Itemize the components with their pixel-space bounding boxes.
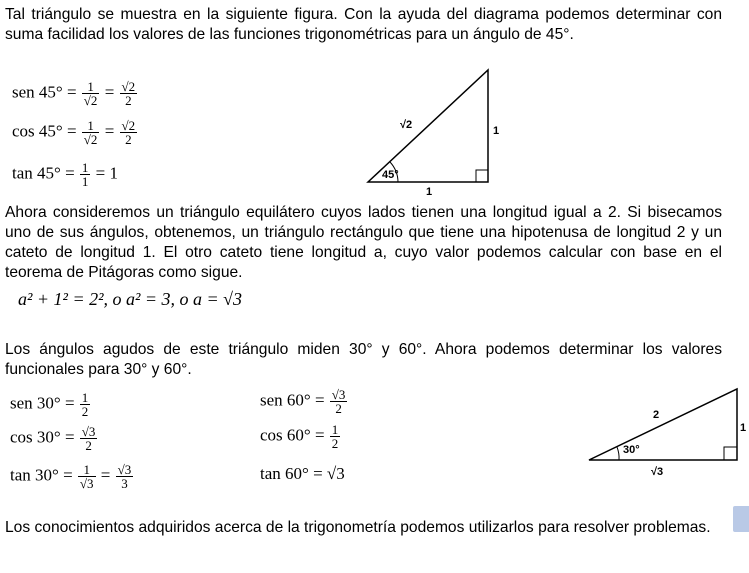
- hypotenuse-label: √2: [400, 119, 413, 131]
- fraction-denominator: 2: [331, 436, 339, 451]
- equals-sign: =: [100, 465, 111, 485]
- sen30-fraction: [80, 391, 91, 418]
- fraction-denominator: 2: [335, 401, 342, 416]
- cos45-lhs: cos 45° =: [12, 121, 77, 141]
- fraction-numerator: √3: [81, 424, 96, 439]
- angle-label: 30°: [623, 444, 640, 456]
- angle-label: 45°: [382, 169, 399, 181]
- cos45-equation: [12, 119, 138, 146]
- conclusion-paragraph: Los conocimientos adquiridos acerca de la trigonometría podemos utilizarlos para resolver problemas.: [5, 519, 711, 536]
- fraction-denominator: 2: [85, 438, 92, 453]
- tan60-equation: [260, 464, 345, 484]
- fraction-numerator: √3: [117, 462, 132, 477]
- tan30-fraction-1: [78, 463, 96, 490]
- right-angle-marker: [476, 170, 488, 182]
- cos60-fraction: [330, 423, 341, 450]
- triangle-45-figure: [360, 62, 510, 200]
- equals-sign: =: [104, 82, 115, 102]
- cos30-equation: [10, 425, 98, 452]
- sen60-equation: [260, 388, 348, 415]
- cos60-lhs: cos 60° =: [260, 425, 325, 445]
- fraction-numerator: 1: [82, 80, 100, 94]
- tan30-lhs: tan 30° =: [10, 465, 73, 485]
- fraction-denominator: 2: [81, 404, 89, 419]
- sen45-equation: [12, 80, 138, 107]
- cos45-fraction-2: [120, 119, 138, 146]
- fraction-denominator: √2: [83, 132, 98, 147]
- fraction-numerator: 1: [78, 463, 96, 477]
- sen30-lhs: sen 30° =: [10, 393, 75, 413]
- tan45-lhs: tan 45° =: [12, 163, 75, 183]
- side-label: 1: [493, 125, 500, 137]
- tan45-result: = 1: [95, 163, 118, 183]
- pythagoras-equation: a² + 1² = 2², o a² = 3, o a = √3: [18, 289, 243, 309]
- fraction-numerator: 1: [81, 390, 89, 405]
- intro-paragraph: Tal triángulo se muestra en la siguiente figura. Con la ayuda del diagrama podemos determinar con suma facilidad los valores de las funciones trigonométricas para un ángulo de 45°.: [5, 6, 722, 43]
- equilateral-paragraph: Ahora consideremos un triángulo equilátero cuyos lados tienen una longitud igual a 2. Si bisecamos uno de sus ángulos, obtenemos, un triángulo rectángulo que tiene una hipotenusa de longitud 2 y un cateto de longitud 1. El otro cateto tiene longitud a, cuyo valor podemos calcular con base en el teorema de Pitágoras como sigue.: [5, 204, 722, 281]
- fraction-numerator: √2: [121, 79, 136, 94]
- fraction-numerator: √2: [121, 118, 136, 133]
- side-label: 1: [740, 422, 747, 434]
- fraction-denominator: 3: [121, 476, 128, 491]
- fraction-numerator: 1: [82, 119, 100, 133]
- tan30-fraction-2: [116, 463, 134, 490]
- fraction-denominator: 2: [125, 132, 132, 147]
- equals-sign: =: [104, 121, 115, 141]
- triangle-30-shape: [589, 389, 737, 460]
- page-edge-tab: [733, 506, 749, 532]
- tan60-result: √3: [326, 464, 345, 483]
- sen45-lhs: sen 45° =: [12, 82, 77, 102]
- triangle-30-figure: [585, 383, 747, 483]
- cos30-lhs: cos 30° =: [10, 427, 75, 447]
- base-label: 1: [426, 186, 433, 198]
- sen45-fraction-1: [82, 80, 100, 107]
- sen60-lhs: sen 60° =: [260, 390, 325, 410]
- acute-angles-paragraph: Los ángulos agudos de este triángulo miden 30° y 60°. Ahora podemos determinar los valores funcionales para 30° y 60°.: [5, 341, 722, 378]
- angle-arc: [617, 447, 619, 460]
- fraction-numerator: 1: [331, 422, 339, 437]
- fraction-denominator: √3: [79, 476, 94, 491]
- tan45-equation: [12, 161, 118, 188]
- fraction-denominator: 1: [81, 174, 89, 189]
- base-label: √3: [651, 466, 664, 478]
- fraction-denominator: 2: [125, 93, 132, 108]
- right-angle-marker: [724, 447, 737, 460]
- tan45-fraction: [80, 161, 91, 188]
- fraction-numerator: √3: [331, 387, 346, 402]
- fraction-denominator: √2: [83, 93, 98, 108]
- cos30-fraction: [80, 425, 98, 452]
- sen30-equation: [10, 391, 91, 418]
- triangle-45-shape: [368, 70, 488, 182]
- hypotenuse-label: 2: [653, 409, 660, 421]
- fraction-numerator: 1: [81, 160, 89, 175]
- sen45-fraction-2: [120, 80, 138, 107]
- tan60-lhs: tan 60° =: [260, 464, 323, 483]
- tan30-equation: [10, 463, 134, 490]
- cos45-fraction-1: [82, 119, 100, 146]
- cos60-equation: [260, 423, 341, 450]
- sen60-fraction: [330, 388, 348, 415]
